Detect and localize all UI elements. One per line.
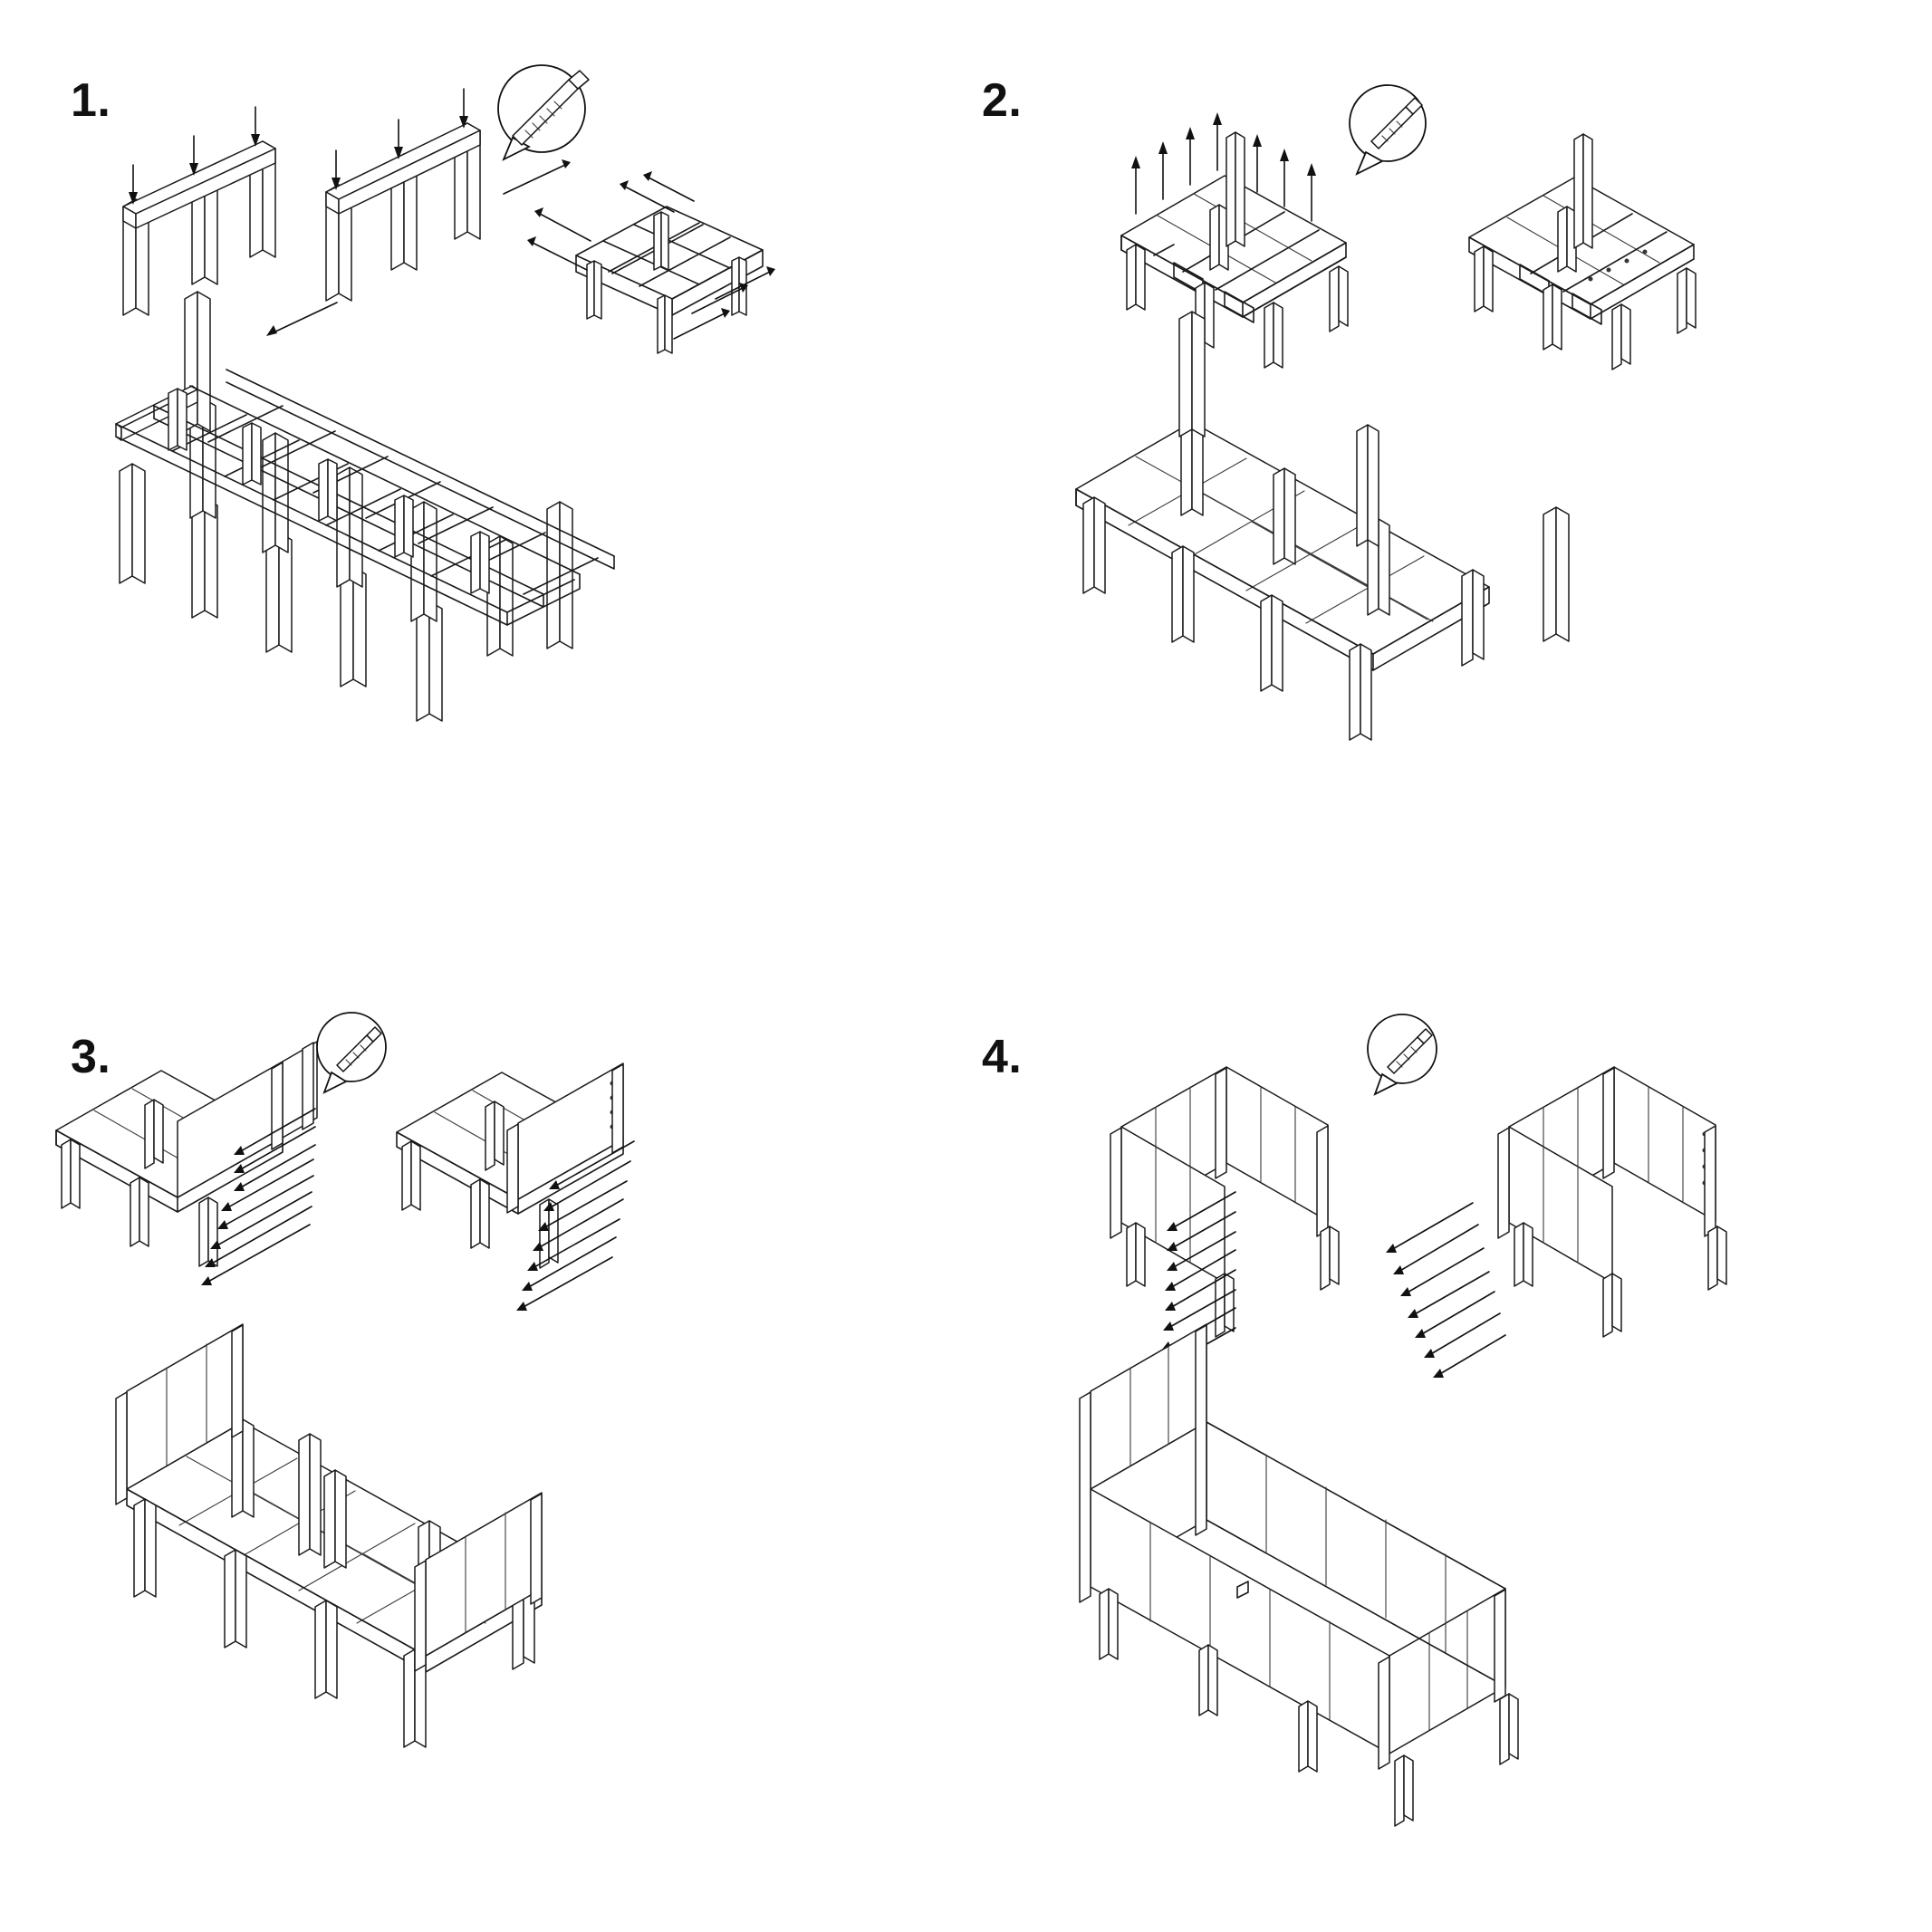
side-panel-exploded — [1110, 1067, 1339, 1370]
step-4-drawing — [966, 966, 1932, 1932]
end-panel-exploded — [56, 1042, 317, 1285]
step-1-number: 1. — [71, 74, 111, 127]
callout-screw-step1 — [498, 65, 589, 159]
base-frame-with-screws — [1121, 112, 1348, 368]
step-4-number: 4. — [982, 1031, 1023, 1083]
step-3-number: 3. — [71, 1031, 111, 1083]
callout-screw-step3 — [317, 1013, 386, 1092]
step-2-number: 2. — [982, 74, 1023, 127]
step-panel-3 — [0, 966, 966, 1932]
assembled-base-frame — [116, 292, 614, 721]
end-panel-fitted — [397, 1063, 634, 1311]
callout-screw-step2 — [1350, 85, 1426, 174]
step-3-drawing — [0, 966, 966, 1932]
callout-screw-step4 — [1368, 1014, 1437, 1094]
deck-with-end-panels — [116, 1324, 542, 1747]
decked-base — [1076, 312, 1569, 740]
step-panel-1 — [0, 0, 966, 966]
side-panel-fitted — [1386, 1067, 1726, 1378]
step-panel-4 — [966, 966, 1932, 1932]
step-panel-2 — [966, 0, 1932, 966]
finished-box-body — [1080, 1324, 1518, 1826]
deck-partially-fitted — [1469, 134, 1696, 370]
frame-side-a — [123, 107, 275, 315]
step-2-drawing — [966, 0, 1932, 966]
step-1-drawing — [0, 0, 966, 966]
frame-cross-members — [527, 171, 775, 353]
